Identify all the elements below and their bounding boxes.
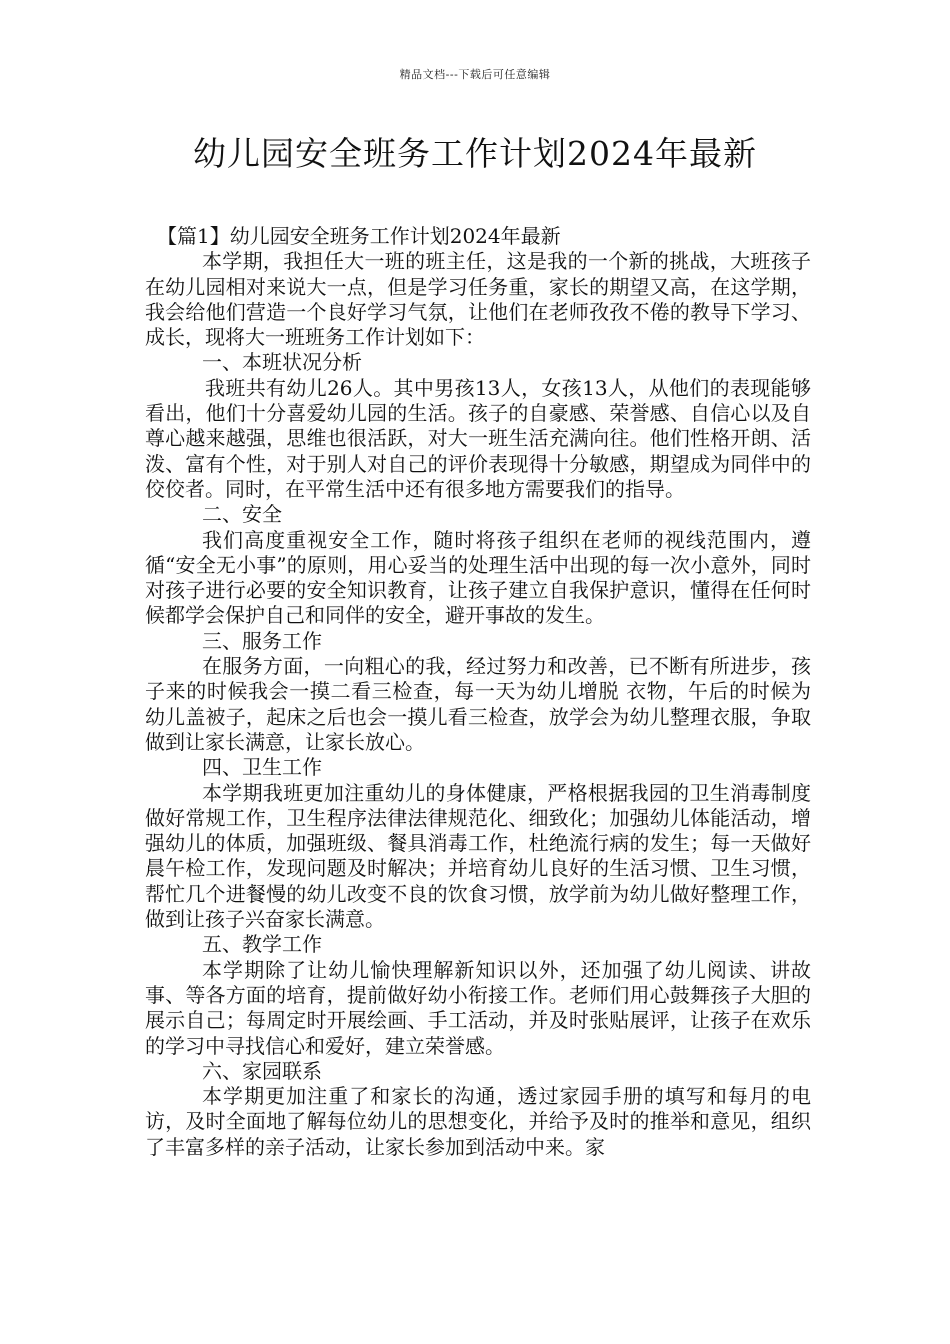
article-heading: 【篇1】幼儿园安全班务工作计划2024年最新: [157, 224, 561, 248]
header-note: 精品文档---下载后可任意编辑: [399, 68, 551, 81]
section-title: 六、家园联系: [202, 1058, 322, 1083]
section-body: 我们高度重视安全工作，随时将孩子组织在老师的视线范围内，遵循“安全无小事”的原则，用心妥当的处理生活中出现的每一次小意外，同时对孩子进行必要的安全知识教育，让孩子建立自我保护意识，懂得在任何时候都学会保护自己和同伴的安全，避开事故的发生。: [145, 527, 811, 628]
section-title: 三、服务工作: [202, 628, 322, 653]
section-title: 五、教学工作: [202, 932, 322, 957]
section-title: 一、本班状况分析: [202, 350, 362, 375]
section-body: 本学期更加注重了和家长的沟通，透过家园手册的填写和每月的电访，及时全面地了解每位幼儿的思想变化，并给予及时的推举和意见，组织了丰富多样的亲子活动，让家长参加到活动中来。家: [145, 1084, 811, 1159]
document-body: [145, 224, 811, 1160]
section-title: 二、安全: [202, 502, 282, 527]
page-title: 幼儿园安全班务工作计划2024年最新: [193, 134, 757, 173]
section-body: 本学期除了让幼儿愉快理解新知识以外，还加强了幼儿阅读、讲故事、等各方面的培育，提前做好幼小衔接工作。老师们用心鼓舞孩子大胆的展示自己；每周定时开展绘画、手工活动，并及时张贴展评，让孩子在欢乐的学习中寻找信心和爱好，建立荣誉感。: [145, 957, 811, 1058]
section-body: 本学期我班更加注重幼儿的身体健康，严格根据我园的卫生消毒制度做好常规工作，卫生程序法律法律规范化、细致化；加强幼儿体能活动，增强幼儿的体质，加强班级、餐具消毒工作，杜绝流行病的发生；每一天做好晨午检工作，发现问题及时解决；并培育幼儿良好的生活习惯、卫生习惯，帮忙几个进餐慢的幼儿改变不良的饮食习惯，放学前为幼儿做好整理工作，做到让孩子兴奋家长满意。: [145, 780, 811, 932]
section-body: 我班共有幼儿26人。其中男孩13人，女孩13人，从他们的表现能够看出，他们十分喜爱幼儿园的生活。孩子的自豪感、荣誉感、自信心以及自尊心越来越强，思维也很活跃，对大一班生活充满向往。他们性格开朗、活泼、富有个性，对于别人对自己的评价表现得十分敏感，期望成为同伴中的佼佼者。同时，在平常生活中还有很多地方需要我们的指导。: [145, 375, 811, 501]
section-body: 在服务方面，一向粗心的我，经过努力和改善，已不断有所进步，孩子来的时候我会一摸二看三检查，每一天为幼儿增脱 衣物，午后的时候为幼儿盖被子，起床之后也会一摸儿看三检查，放学会为幼儿整理衣服，争取做到让家长满意，让家长放心。: [145, 654, 811, 754]
section-title: 四、卫生工作: [202, 755, 322, 780]
intro-paragraph: 本学期，我担任大一班的班主任，这是我的一个新的挑战，大班孩子在幼儿园相对来说大一点，但是学习任务重，家长的期望又高，在这学期，我会给他们营造一个良好学习气氛，让他们在老师孜孜不倦的教导下学习、成长，现将大一班班务工作计划如下：: [145, 249, 811, 350]
